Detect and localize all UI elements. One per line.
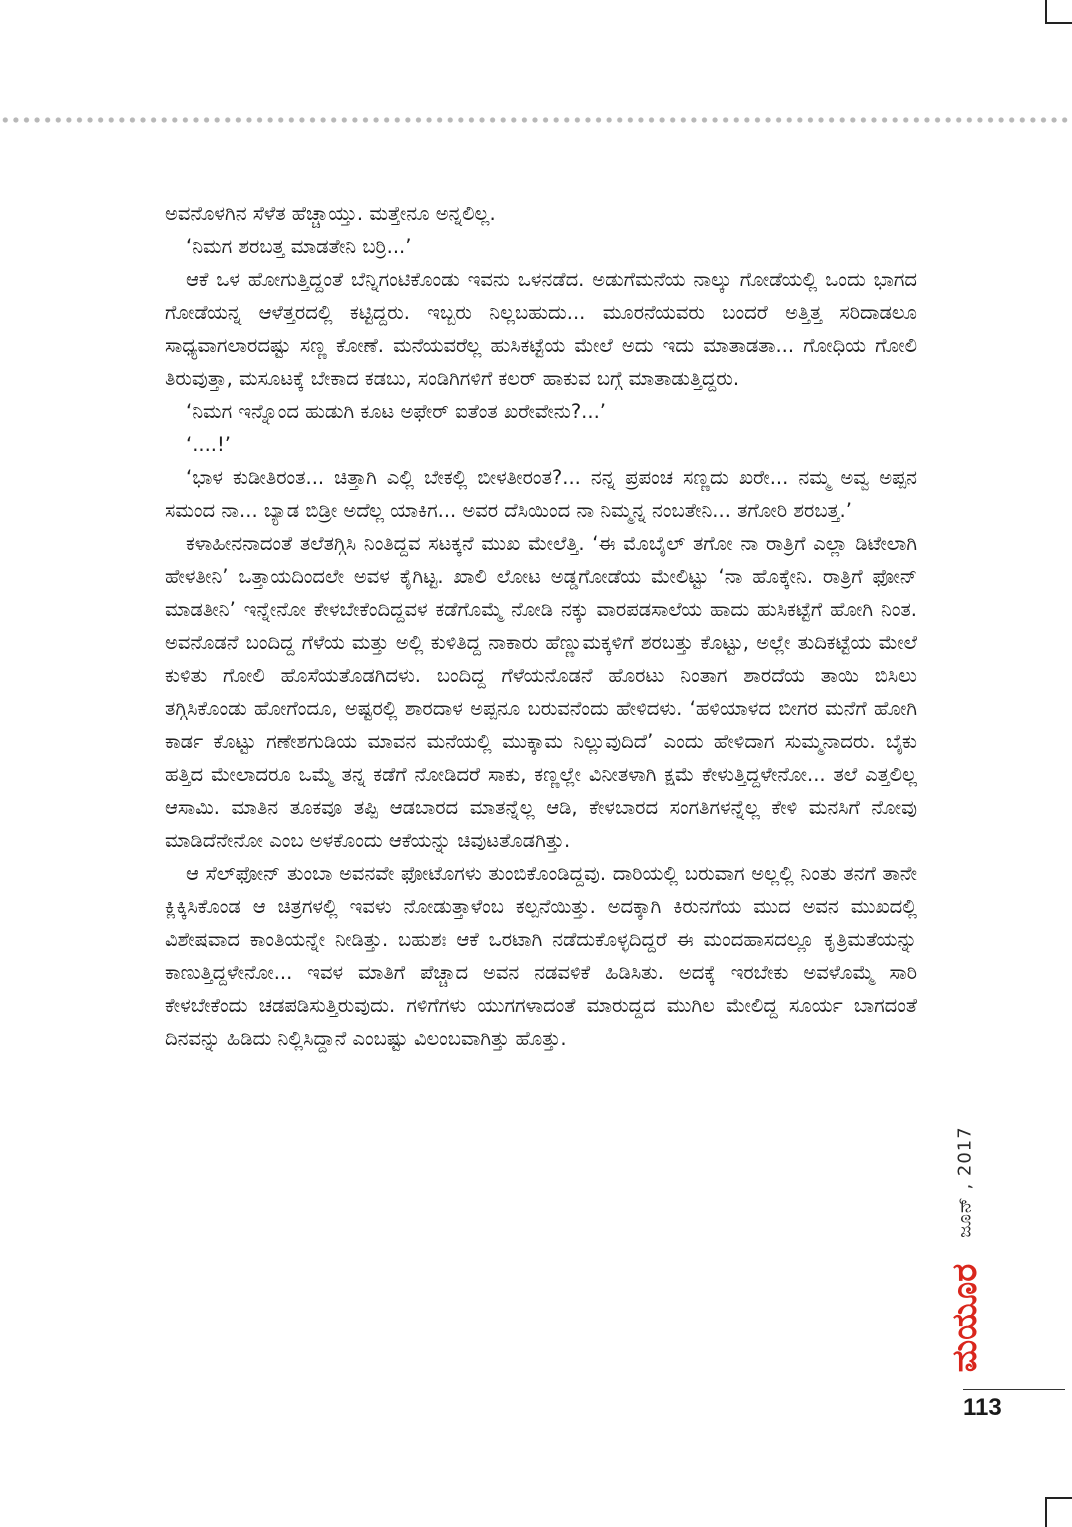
issue-date: ಜೂನ್ , 2017	[954, 1126, 976, 1238]
paragraph-8: ಆ ಸೆಲ್‌ಫೋನ್ ತುಂಬಾ ಅವನವೇ ಫೋಟೊಗಳು ತುಂಬಿಕೊಂಡಿದ್ದವು. ದಾರಿಯಲ್ಲಿ ಬರುವಾಗ ಅಲ್ಲಲ್ಲಿ ನಿಂತು ತನಗೆ ತಾನೇ ಕ್ಲಿಕ್ಕಿಸಿಕೊಂಡ ಆ ಚಿತ್ರಗಳಲ್ಲಿ ಇವಳು ನೋಡುತ್ತಾಳೆಂಬ ಕಲ್ಪನೆಯಿತ್ತು. ಅದಕ್ಕಾಗಿ ಕಿರುನಗೆಯ ಮುದ ಅವನ ಮುಖದಲ್ಲಿ ವಿಶೇಷವಾದ ಕಾಂತಿಯನ್ನೇ ನೀಡಿತ್ತು. ಬಹುಶಃ ಆಕೆ ಒರಟಾಗಿ ನಡೆದುಕೊಳ್ಳದಿದ್ದರೆ ಈ ಮಂದಹಾಸದಲ್ಲೂ ಕೃತ್ರಿಮತೆಯನ್ನು ಕಾಣುತ್ತಿದ್ದಳೇನೋ... ಇವಳ ಮಾತಿಗೆ ಪೆಚ್ಚಾದ ಅವನ ನಡವಳಿಕೆ ಹಿಡಿಸಿತು. ಅದಕ್ಕೆ ಇರಬೇಕು ಅವಳೊಮ್ಮೆ ಸಾರಿ ಕೇಳಬೇಕೆಂದು ಚಡಪಡಿಸುತ್ತಿರುವುದು. ಗಳಿಗೆಗಳು ಯುಗಗಳಾದಂತೆ ಮಾರುದ್ದದ ಮುಗಿಲ ಮೇಲಿದ್ದ ಸೂರ್ಯ ಬಾಗದಂತೆ ದಿನವನ್ನು ಹಿಡಿದು ನಿಲ್ಲಿಸಿದ್ದಾನೆ ಎಂಬಷ್ಟು ವಿಲಂಬವಾಗಿತ್ತು ಹೊತ್ತು.	[165, 862, 917, 1050]
paragraph-1: ಅವನೊಳಗಿನ ಸೆಳೆತ ಹೆಚ್ಚಾಯ್ತು. ಮತ್ತೇನೂ ಅನ್ನಲಿಲ್ಲ.	[165, 202, 496, 225]
article-body	[165, 197, 917, 1055]
page-number: 113	[963, 1394, 1002, 1421]
magazine-logo: ಮಯೂರ	[945, 1263, 985, 1373]
dotted-separator	[0, 116, 1072, 124]
crop-mark-top	[1045, 0, 1072, 24]
page-number-rule	[963, 1389, 1065, 1390]
paragraph-2: ‘ನಿಮಗ ಶರಬತ್ತ ಮಾಡತೇನಿ ಬರ್ರಿ...’	[186, 235, 412, 258]
paragraph-5: ‘....!’	[186, 433, 232, 456]
paragraph-6: ‘ಭಾಳ ಕುಡೀತಿರಂತ... ಚಿತ್ತಾಗಿ ಎಲ್ಲಿ ಬೇಕಲ್ಲಿ ಬೀಳತೀರಂತ?... ನನ್ನ ಪ್ರಪಂಚ ಸಣ್ಣದು ಖರೇ... ನಮ್ಮ ಅವ್ವ ಅಪ್ಪನ ಸಮಂದ ನಾ... ಬ್ಯಾಡ ಬಿಡ್ರೀ ಅದೆಲ್ಲ ಯಾಕಿಗ... ಅವರ ದೆಸಿಯಿಂದ ನಾ ನಿಮ್ಮನ್ನ ನಂಬತೇನಿ... ತಗೋರಿ ಶರಬತ್ತ.’	[165, 466, 917, 522]
paragraph-3: ಆಕೆ ಒಳ ಹೋಗುತ್ತಿದ್ದಂತೆ ಬೆನ್ನಿಗಂಟಿಕೊಂಡು ಇವನು ಒಳನಡೆದ. ಅಡುಗೆಮನೆಯ ನಾಲ್ಕು ಗೋಡೆಯಲ್ಲಿ ಒಂದು ಭಾಗದ ಗೋಡೆಯನ್ನ ಆಳೆತ್ತರದಲ್ಲಿ ಕಟ್ಟಿದ್ದರು. ಇಬ್ಬರು ನಿಲ್ಲಬಹುದು... ಮೂರನೆಯವರು ಬಂದರೆ ಅತ್ತಿತ್ತ ಸರಿದಾಡಲೂ ಸಾಧ್ಯವಾಗಲಾರದಷ್ಟು ಸಣ್ಣ ಕೋಣೆ. ಮನೆಯವರೆಲ್ಲ ಹುಸಿಕಟ್ಟೆಯ ಮೇಲೆ ಅದು ಇದು ಮಾತಾಡತಾ... ಗೋಧಿಯ ಗೋಲಿ ತಿರುವುತ್ತಾ, ಮಸೂಟಕ್ಕೆ ಬೇಕಾದ ಕಡಬು, ಸಂಡಿಗಿಗಳಿಗೆ ಕಲರ್ ಹಾಕುವ ಬಗ್ಗೆ ಮಾತಾಡುತ್ತಿದ್ದರು.	[165, 268, 917, 390]
crop-mark-bottom	[1045, 1497, 1072, 1527]
paragraph-7: ಕಳಾಹೀನನಾದಂತೆ ತಲೆತಗ್ಗಿಸಿ ನಿಂತಿದ್ದವ ಸಟಕ್ಕನೆ ಮುಖ ಮೇಲೆತ್ತಿ. ‘ಈ ಮೊಬೈಲ್ ತಗೋ ನಾ ರಾತ್ರಿಗೆ ಎಲ್ಲಾ ಡಿಟೇಲಾಗಿ ಹೇಳತೀನಿ’ ಒತ್ತಾಯದಿಂದಲೇ ಅವಳ ಕೈಗಿಟ್ಟ. ಖಾಲಿ ಲೋಟ ಅಡ್ಡಗೋಡೆಯ ಮೇಲಿಟ್ಟು ‘ನಾ ಹೊಕ್ಕೇನಿ. ರಾತ್ರಿಗೆ ಫೋನ್ ಮಾಡತೀನಿ’ ಇನ್ನೇನೋ ಕೇಳಬೇಕೆಂದಿದ್ದವಳ ಕಡೆಗೊಮ್ಮೆ ನೋಡಿ ನಕ್ಕು ವಾರಪಡಸಾಲೆಯ ಹಾದು ಹುಸಿಕಟ್ಟೆಗೆ ಹೋಗಿ ನಿಂತ. ಅವನೊಡನೆ ಬಂದಿದ್ದ ಗೆಳೆಯ ಮತ್ತು ಅಲ್ಲಿ ಕುಳಿತಿದ್ದ ನಾಕಾರು ಹೆಣ್ಣುಮಕ್ಕಳಿಗೆ ಶರಬತ್ತು ಕೊಟ್ಟು, ಅಲ್ಲೇ ತುದಿಕಟ್ಟೆಯ ಮೇಲೆ ಕುಳಿತು ಗೋಲಿ ಹೊಸೆಯತೊಡಗಿದಳು. ಬಂದಿದ್ದ ಗೆಳೆಯನೊಡನೆ ಹೊರಟು ನಿಂತಾಗ ಶಾರದೆಯ ತಾಯಿ ಬಿಸಿಲು ತಗ್ಗಿಸಿಕೊಂಡು ಹೋಗೆಂದೂ, ಅಷ್ಟರಲ್ಲಿ ಶಾರದಾಳ ಅಪ್ಪನೂ ಬರುವನೆಂದು ಹೇಳಿದಳು. ‘ಹಳಿಯಾಳದ ಬೀಗರ ಮನೆಗೆ ಹೋಗಿ ಕಾರ್ಡ ಕೊಟ್ಟು ಗಣೇಶಗುಡಿಯ ಮಾವನ ಮನೆಯಲ್ಲಿ ಮುಕ್ಕಾಮ ನಿಲ್ಲುವುದಿದೆ’ ಎಂದು ಹೇಳಿದಾಗ ಸುಮ್ಮನಾದರು. ಬೈಕು ಹತ್ತಿದ ಮೇಲಾದರೂ ಒಮ್ಮೆ ತನ್ನ ಕಡೆಗೆ ನೋಡಿದರೆ ಸಾಕು, ಕಣ್ಣಲ್ಲೇ ವಿನೀತಳಾಗಿ ಕ್ಷಮೆ ಕೇಳುತ್ತಿದ್ದಳೇನೋ... ತಲೆ ಎತ್ತಲಿಲ್ಲ ಆಸಾಮಿ. ಮಾತಿನ ತೂಕವೂ ತಪ್ಪಿ ಆಡಬಾರದ ಮಾತನ್ನೆಲ್ಲ ಆಡಿ, ಕೇಳಬಾರದ ಸಂಗತಿಗಳನ್ನೆಲ್ಲ ಕೇಳಿ ಮನಸಿಗೆ ನೋವು ಮಾಡಿದೆನೇನೋ ಎಂಬ ಅಳಕೊಂದು ಆಕೆಯನ್ನು ಚಿವುಟತೊಡಗಿತ್ತು.	[165, 532, 917, 852]
paragraph-4: ‘ನಿಮಗ ಇನ್ನೊಂದ ಹುಡುಗಿ ಕೂಟ ಅಫೇರ್ ಐತೆಂತ ಖರೇವೇನು?...’	[186, 400, 606, 423]
